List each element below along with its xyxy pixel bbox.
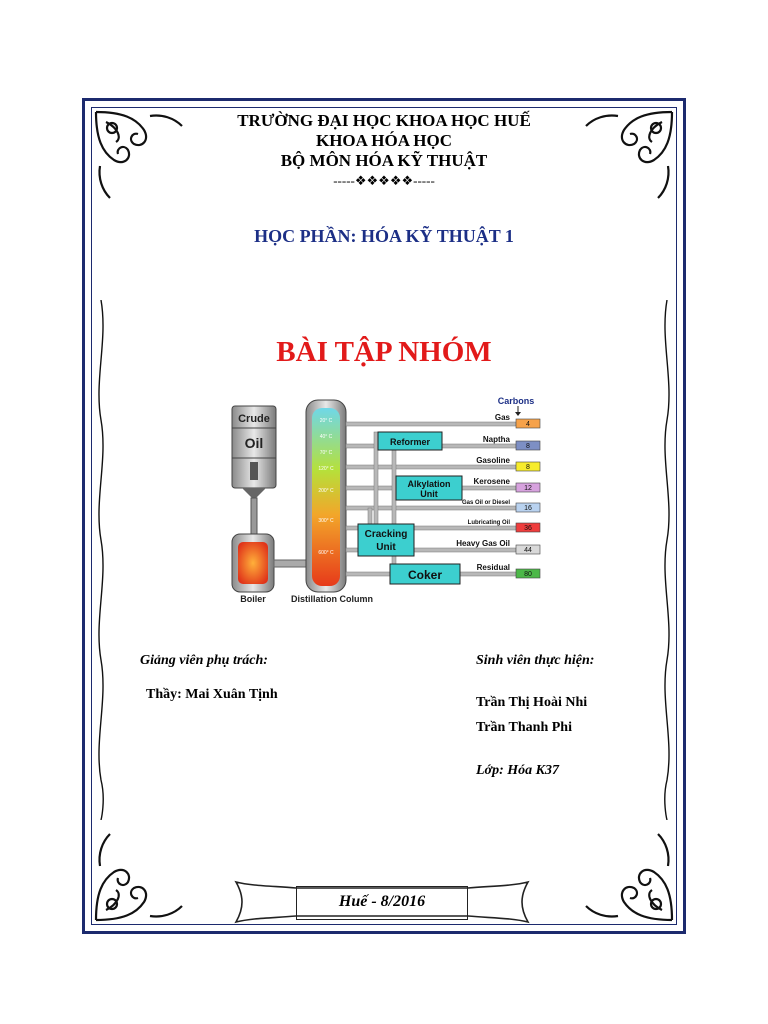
class-label: Lớp: Hóa K37 bbox=[476, 763, 559, 778]
carbon-count: 80 bbox=[524, 571, 532, 578]
department-name: BỘ MÔN HÓA KỸ THUẬT bbox=[280, 151, 488, 170]
students-label: Sinh viên thực hiện: bbox=[476, 653, 595, 668]
column-temperature: 40° C bbox=[319, 434, 333, 440]
cracking-label-2: Unit bbox=[376, 542, 396, 553]
document-title: BÀI TẬP NHÓM bbox=[276, 336, 492, 368]
reformer-label: Reformer bbox=[389, 437, 431, 447]
divider-icons: ❖❖❖❖❖ bbox=[354, 173, 414, 188]
boiler-label: Boiler bbox=[240, 594, 266, 604]
refinery-diagram bbox=[228, 392, 546, 606]
column-temperature: 20° C bbox=[319, 418, 333, 424]
connector-pipe bbox=[368, 508, 372, 524]
carbon-count: 44 bbox=[524, 547, 532, 554]
carbon-count: 4 bbox=[526, 421, 530, 428]
side-ornament-right bbox=[658, 300, 676, 820]
side-ornament-left bbox=[92, 300, 110, 820]
product-label: Gasoline bbox=[476, 456, 510, 465]
crude-label: Crude bbox=[238, 413, 270, 425]
footer-place-date: Huế - 8/2016 bbox=[338, 893, 426, 910]
divider-dashes-left: ----- bbox=[333, 173, 355, 188]
product-pipe bbox=[346, 465, 516, 469]
column-temperature: 600° C bbox=[318, 550, 334, 556]
product-label: Lubricating Oil bbox=[467, 520, 510, 526]
carbon-count: 16 bbox=[524, 505, 532, 512]
column-label: Distillation Column bbox=[291, 594, 373, 604]
corner-ornament-bottom-right bbox=[576, 824, 676, 924]
column-temperature: 70° C bbox=[319, 450, 333, 456]
alkylation-label-1: Alkylation bbox=[407, 479, 451, 489]
carbons-label: Carbons bbox=[497, 396, 535, 406]
column-temperature: 200° C bbox=[318, 488, 334, 494]
connector-pipe bbox=[374, 432, 378, 532]
carbon-count: 8 bbox=[526, 443, 530, 450]
product-label: Gas Oil or Diesel bbox=[461, 500, 510, 506]
column-temperature: 120° C bbox=[318, 466, 334, 472]
university-name: TRƯỜNG ĐẠI HỌC KHOA HỌC HUẾ bbox=[237, 111, 531, 130]
coker-label: Coker bbox=[407, 568, 443, 582]
lecturer-name: Thầy: Mai Xuân Tịnh bbox=[146, 687, 278, 702]
cracking-label-1: Cracking bbox=[364, 529, 408, 540]
corner-ornament-bottom-left bbox=[92, 824, 192, 924]
column-temperature: 300° C bbox=[318, 518, 334, 524]
product-label: Heavy Gas Oil bbox=[456, 539, 510, 548]
divider-dashes-right: ----- bbox=[413, 173, 435, 188]
carbon-count: 12 bbox=[524, 485, 532, 492]
product-label: Kerosene bbox=[473, 477, 510, 486]
alkylation-label-2: Unit bbox=[420, 489, 438, 499]
course-title: HỌC PHẦN: HÓA KỸ THUẬT 1 bbox=[254, 226, 514, 246]
product-label: Gas bbox=[494, 413, 510, 422]
product-pipe bbox=[346, 422, 516, 426]
product-label: Residual bbox=[476, 563, 510, 572]
carbon-count: 8 bbox=[526, 464, 530, 471]
lecturer-label: Giảng viên phụ trách: bbox=[140, 653, 268, 668]
carbon-count: 36 bbox=[524, 525, 532, 532]
product-label: Naptha bbox=[482, 435, 510, 444]
faculty-name: KHOA HÓA HỌC bbox=[315, 131, 453, 150]
student-name-1: Trần Thị Hoài Nhi bbox=[476, 695, 588, 710]
oil-label: Oil bbox=[244, 435, 264, 451]
header-divider bbox=[0, 170, 768, 191]
student-name-2: Trần Thanh Phi bbox=[476, 720, 572, 735]
